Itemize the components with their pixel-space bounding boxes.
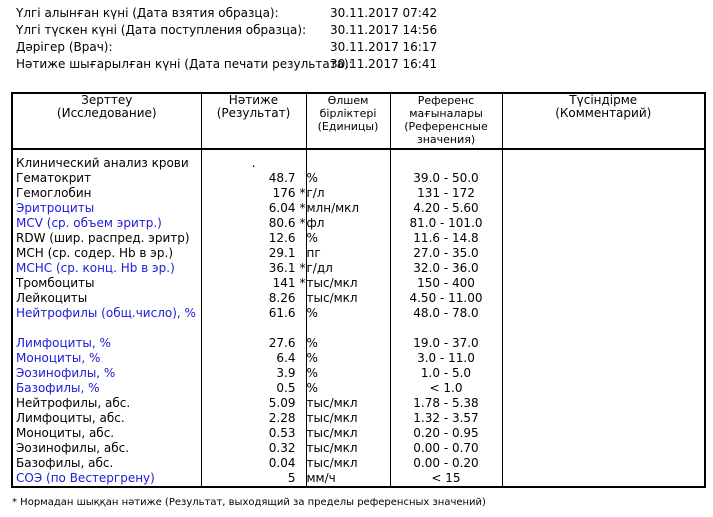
comment-cell [502, 186, 705, 201]
test-name[interactable]: Базофилы, % [12, 381, 201, 396]
reference-cell: 19.0 - 37.0 [390, 336, 502, 351]
reference-cell: 4.20 - 5.60 [390, 201, 502, 216]
reference-cell: 11.6 - 14.8 [390, 231, 502, 246]
comment-cell [502, 306, 705, 336]
result-value: 0.04 [268, 456, 296, 470]
unit-cell: % [306, 306, 390, 336]
table-header-row [12, 93, 705, 149]
result-cell [201, 261, 306, 276]
result-cell [201, 291, 306, 306]
result-cell [201, 171, 306, 186]
unit-cell: тыс/мкл [306, 456, 390, 471]
spacer-row [12, 149, 705, 156]
result-cell [201, 411, 306, 426]
table-row [12, 291, 705, 306]
col-header-units-line3: (Единицы) [317, 120, 379, 133]
comment-cell [502, 411, 705, 426]
result-value: 12.6 [268, 231, 296, 245]
reference-cell: 27.0 - 35.0 [390, 246, 502, 261]
comment-cell [502, 441, 705, 456]
test-name: Гематокрит [12, 171, 201, 186]
reference-cell: 1.0 - 5.0 [390, 366, 502, 381]
comment-cell [502, 366, 705, 381]
test-name[interactable]: Моноциты, % [12, 351, 201, 366]
table-row [12, 276, 705, 291]
comment-cell [502, 216, 705, 231]
table-row [12, 396, 705, 411]
result-cell [201, 306, 306, 336]
table-row [12, 336, 705, 351]
reference-cell: 0.00 - 0.70 [390, 441, 502, 456]
result-value: 48.7 [268, 171, 296, 185]
result-cell [201, 246, 306, 261]
col-header-study-kz: Зерттеу [81, 93, 133, 107]
reference-cell: 32.0 - 36.0 [390, 261, 502, 276]
col-header-reference-line1: Референс [417, 94, 475, 107]
reference-cell: < 15 [390, 471, 502, 487]
test-name: MCH (ср. содер. Hb в эр.) [12, 246, 201, 261]
abnormal-flag: * [299, 201, 306, 215]
table-row [12, 246, 705, 261]
reference-cell: 3.0 - 11.0 [390, 351, 502, 366]
section-title: Клинический анализ крови [12, 156, 201, 171]
reference-cell: 0.00 - 0.20 [390, 456, 502, 471]
comment-cell [502, 246, 705, 261]
unit-cell: фл [306, 216, 390, 231]
table-row [12, 306, 705, 336]
comment-cell [502, 396, 705, 411]
sample-taken-row [16, 5, 456, 22]
unit-cell: % [306, 381, 390, 396]
col-header-comment-kz: Түсіндірме [569, 93, 638, 107]
result-value: 6.4 [276, 351, 296, 365]
doctor-label: Дәрігер (Врач): [16, 40, 113, 54]
unit-cell: млн/мкл [306, 201, 390, 216]
report-header [16, 5, 456, 73]
unit-cell: тыс/мкл [306, 441, 390, 456]
comment-cell [502, 471, 705, 487]
result-cell [201, 351, 306, 366]
col-header-units-line2: бірліктері [319, 107, 377, 120]
abnormal-flag: * [299, 261, 306, 275]
comment-cell [502, 291, 705, 306]
reference-cell: 4.50 - 11.00 [390, 291, 502, 306]
reference-cell: 48.0 - 78.0 [390, 306, 502, 336]
col-header-units-line1: Өлшем [327, 94, 369, 107]
sample-received-value: 30.11.2017 14:56 [330, 23, 438, 37]
result-value: 27.6 [268, 336, 296, 350]
result-value: 0.53 [268, 426, 296, 440]
unit-cell: пг [306, 246, 390, 261]
result-value: 8.26 [268, 291, 296, 305]
comment-cell [502, 171, 705, 186]
section-dot: . [201, 156, 306, 171]
result-cell [201, 456, 306, 471]
col-header-reference-line3: (Референсные [404, 120, 488, 133]
col-header-result-kz: Нәтиже [228, 93, 279, 107]
comment-cell [502, 201, 705, 216]
table-row [12, 201, 705, 216]
result-value: 2.28 [268, 411, 296, 425]
table-row [12, 441, 705, 456]
print-date-row [16, 56, 456, 73]
table-row [12, 351, 705, 366]
result-value: 176 [272, 186, 296, 200]
reference-cell: 0.20 - 0.95 [390, 426, 502, 441]
test-name[interactable]: MCV (ср. объем эритр.) [12, 216, 201, 231]
result-cell [201, 381, 306, 396]
test-name: Лимфоциты, абс. [12, 411, 201, 426]
table-row [12, 171, 705, 186]
result-cell [201, 441, 306, 456]
test-name[interactable]: Лимфоциты, % [12, 336, 201, 351]
test-name[interactable]: Эритроциты [12, 201, 201, 216]
unit-cell: тыс/мкл [306, 411, 390, 426]
sample-received-row [16, 22, 456, 39]
unit-cell: % [306, 351, 390, 366]
comment-cell [502, 456, 705, 471]
table-row [12, 381, 705, 396]
table-row [12, 216, 705, 231]
table-row [12, 471, 705, 487]
test-name[interactable]: MCHC (ср. конц. Hb в эр.) [12, 261, 201, 276]
table-row [12, 186, 705, 201]
reference-cell: 1.32 - 3.57 [390, 411, 502, 426]
unit-cell: тыс/мкл [306, 276, 390, 291]
reference-cell: 39.0 - 50.0 [390, 171, 502, 186]
col-header-result [201, 93, 306, 149]
unit-cell: тыс/мкл [306, 396, 390, 411]
col-header-result-ru: (Результат) [216, 106, 291, 120]
reference-cell: 1.78 - 5.38 [390, 396, 502, 411]
result-cell [201, 201, 306, 216]
result-cell [201, 366, 306, 381]
result-value: 0.5 [276, 381, 296, 395]
unit-cell: г/л [306, 186, 390, 201]
unit-cell: мм/ч [306, 471, 390, 487]
result-value: 5.09 [268, 396, 296, 410]
result-cell [201, 231, 306, 246]
unit-cell: % [306, 171, 390, 186]
results-table [11, 92, 706, 488]
section-row [12, 156, 705, 171]
test-name: Эозинофилы, абс. [12, 441, 201, 456]
table-row [12, 456, 705, 471]
print-date-value: 30.11.2017 16:41 [330, 57, 438, 71]
comment-cell [502, 336, 705, 351]
result-value: 29.1 [268, 246, 296, 260]
test-name: Лейкоциты [12, 291, 201, 306]
col-header-reference-line4: значения) [416, 133, 476, 146]
result-value: 36.1 [268, 261, 296, 275]
sample-taken-label: Үлгі алынған күні (Дата взятия образца): [16, 6, 279, 20]
result-cell [201, 396, 306, 411]
doctor-value: 30.11.2017 16:17 [330, 40, 438, 54]
test-name: Базофилы, абс. [12, 456, 201, 471]
unit-cell: г/дл [306, 261, 390, 276]
comment-cell [502, 261, 705, 276]
print-date-label: Нәтиже шығарылған күні (Дата печати результата): [16, 57, 353, 71]
col-header-comment [502, 93, 705, 149]
unit-cell: % [306, 336, 390, 351]
result-cell [201, 276, 306, 291]
table-row [12, 426, 705, 441]
comment-cell [502, 351, 705, 366]
test-name: Тромбоциты [12, 276, 201, 291]
col-header-units [306, 93, 390, 149]
unit-cell: % [306, 366, 390, 381]
result-cell [201, 216, 306, 231]
comment-cell [502, 381, 705, 396]
abnormal-flag: * [299, 186, 306, 200]
test-name: Нейтрофилы, абс. [12, 396, 201, 411]
col-header-reference [390, 93, 502, 149]
result-value: 0.32 [268, 441, 296, 455]
col-header-comment-ru: (Комментарий) [555, 106, 652, 120]
table-row [12, 411, 705, 426]
sample-taken-value: 30.11.2017 07:42 [330, 6, 438, 20]
sample-received-label: Үлгі түскен күні (Дата поступления образца): [16, 23, 307, 37]
result-cell [201, 471, 306, 487]
footnote: * Нормадан шыққан нәтиже (Результат, выходящий за пределы референсных значений) [12, 497, 486, 508]
result-value: 141 [272, 276, 296, 290]
comment-cell [502, 276, 705, 291]
col-header-reference-line2: мағыналары [409, 107, 483, 120]
test-name[interactable]: Эозинофилы, % [12, 366, 201, 381]
result-cell [201, 426, 306, 441]
unit-cell: тыс/мкл [306, 291, 390, 306]
table-row [12, 366, 705, 381]
doctor-row [16, 39, 456, 56]
col-header-study [12, 93, 201, 149]
result-value: 5 [287, 471, 296, 485]
abnormal-flag: * [299, 216, 306, 230]
reference-cell: < 1.0 [390, 381, 502, 396]
comment-cell [502, 426, 705, 441]
col-header-study-ru: (Исследование) [56, 106, 157, 120]
result-cell [201, 336, 306, 351]
reference-cell: 150 - 400 [390, 276, 502, 291]
result-cell [201, 186, 306, 201]
abnormal-flag: * [299, 276, 306, 290]
result-value: 61.6 [268, 306, 296, 320]
result-value: 80.6 [268, 216, 296, 230]
unit-cell: тыс/мкл [306, 426, 390, 441]
test-name[interactable]: СОЭ (по Вестергрену) [12, 471, 201, 487]
reference-cell: 131 - 172 [390, 186, 502, 201]
comment-cell [502, 231, 705, 246]
test-name: Гемоглобин [12, 186, 201, 201]
unit-cell: % [306, 231, 390, 246]
result-value: 6.04 [268, 201, 296, 215]
test-name: Моноциты, абс. [12, 426, 201, 441]
table-row [12, 261, 705, 276]
test-name[interactable]: Нейтрофилы (общ.число), % [12, 306, 201, 336]
test-name: RDW (шир. распред. эритр) [12, 231, 201, 246]
reference-cell: 81.0 - 101.0 [390, 216, 502, 231]
result-value: 3.9 [276, 366, 296, 380]
table-row [12, 231, 705, 246]
